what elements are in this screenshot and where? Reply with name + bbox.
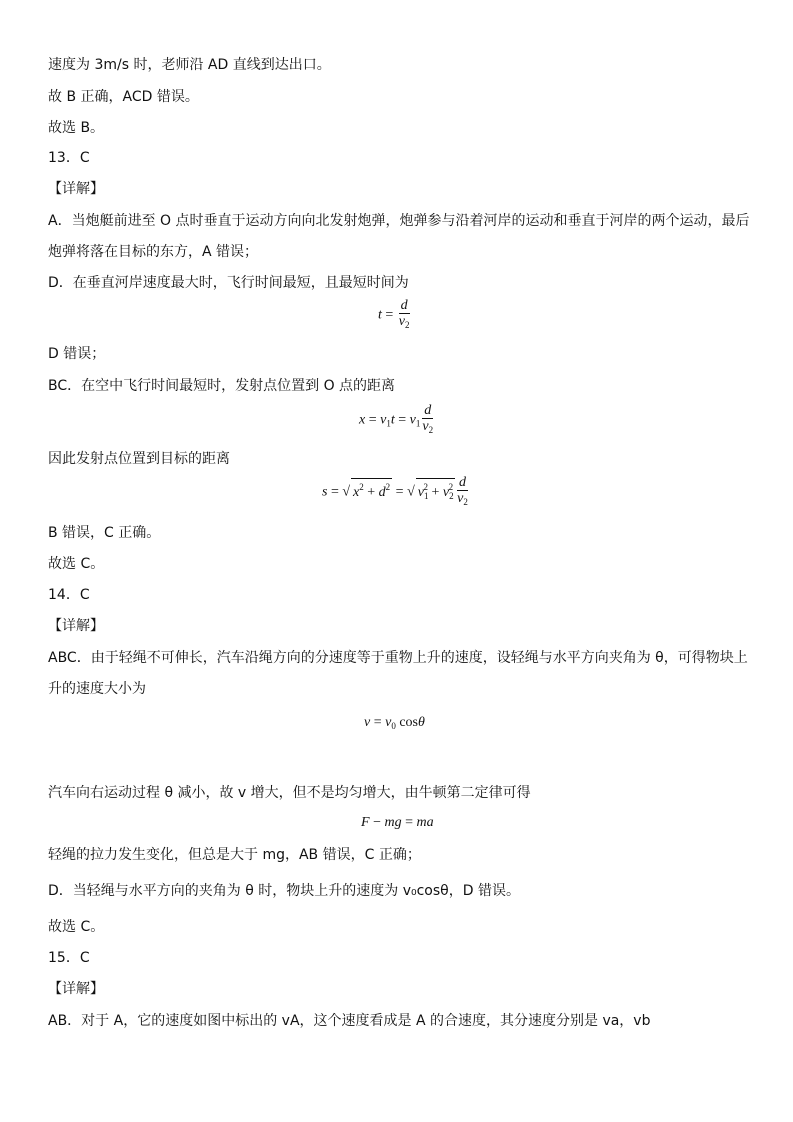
text-line: 故选 C。 [48, 919, 105, 935]
formula-newton: F − mg = ma [361, 815, 434, 830]
formula-time: t = $\frac{d}{v_2}$ [378, 298, 410, 330]
text-line: 速度为 3m/s 时，老师沿 AD 直线到达出口。 [48, 57, 331, 73]
text-line: 故选 B。 [48, 120, 105, 136]
section-heading: 【详解】 [48, 981, 104, 997]
text-line: A．当炮艇前进至 O 点时垂直于运动方向向北发射炮弹，炮弹参与沿着河岸的运动和垂直于河岸的两个运动，最后 [48, 213, 750, 229]
formula-velocity: $v = v_0$ cosθ [364, 715, 425, 731]
text-line: 轻绳的拉力发生变化，但总是大于 mg，AB 错误，C 正确； [48, 847, 421, 863]
question-number: 15．C [48, 950, 90, 966]
text-line: ABC．由于轻绳不可伸长，汽车沿绳方向的分速度等于重物上升的速度，设轻绳与水平方向夹角为 θ，可得物块上 [48, 650, 748, 666]
text-line: D．当轻绳与水平方向的夹角为 θ 时，物块上升的速度为 v₀cosθ，D 错误。 [48, 883, 520, 899]
text-line: 炮弹将落在目标的东方，A 错误； [48, 244, 259, 260]
text-line: AB．对于 A，它的速度如图中标出的 vA，这个速度看成是 A 的合速度，其分速度分别是 va，vb [48, 1013, 651, 1029]
text-line: BC．在空中飞行时间最短时，发射点位置到 O 点的距离 [48, 378, 396, 394]
text-line: B 错误，C 正确。 [48, 525, 161, 541]
text-line: 因此发射点位置到目标的距离 [48, 451, 230, 467]
question-number: 14．C [48, 587, 90, 603]
formula-distance-s: s = √ $x^2 + d^2$ = √ $v_1^2 + v_2^2$ $\frac{d}{v_2}$ [322, 475, 468, 507]
text-line: 升的速度大小为 [48, 681, 146, 697]
text-line: 汽车向右运动过程 θ 减小，故 v 增大，但不是均匀增大，由牛顿第二定律可得 [48, 785, 531, 801]
text-line: D．在垂直河岸速度最大时，飞行时间最短，且最短时间为 [48, 275, 409, 291]
text-line: 故选 C。 [48, 556, 105, 572]
formula-distance-x: $x = v_1t = v_1$ $\frac{d}{v_2}$ [359, 403, 434, 435]
text-line: 故 B 正确，ACD 错误。 [48, 89, 199, 105]
section-heading: 【详解】 [48, 181, 104, 197]
text-line: D 错误； [48, 346, 106, 362]
question-number: 13．C [48, 150, 90, 166]
section-heading: 【详解】 [48, 618, 104, 634]
